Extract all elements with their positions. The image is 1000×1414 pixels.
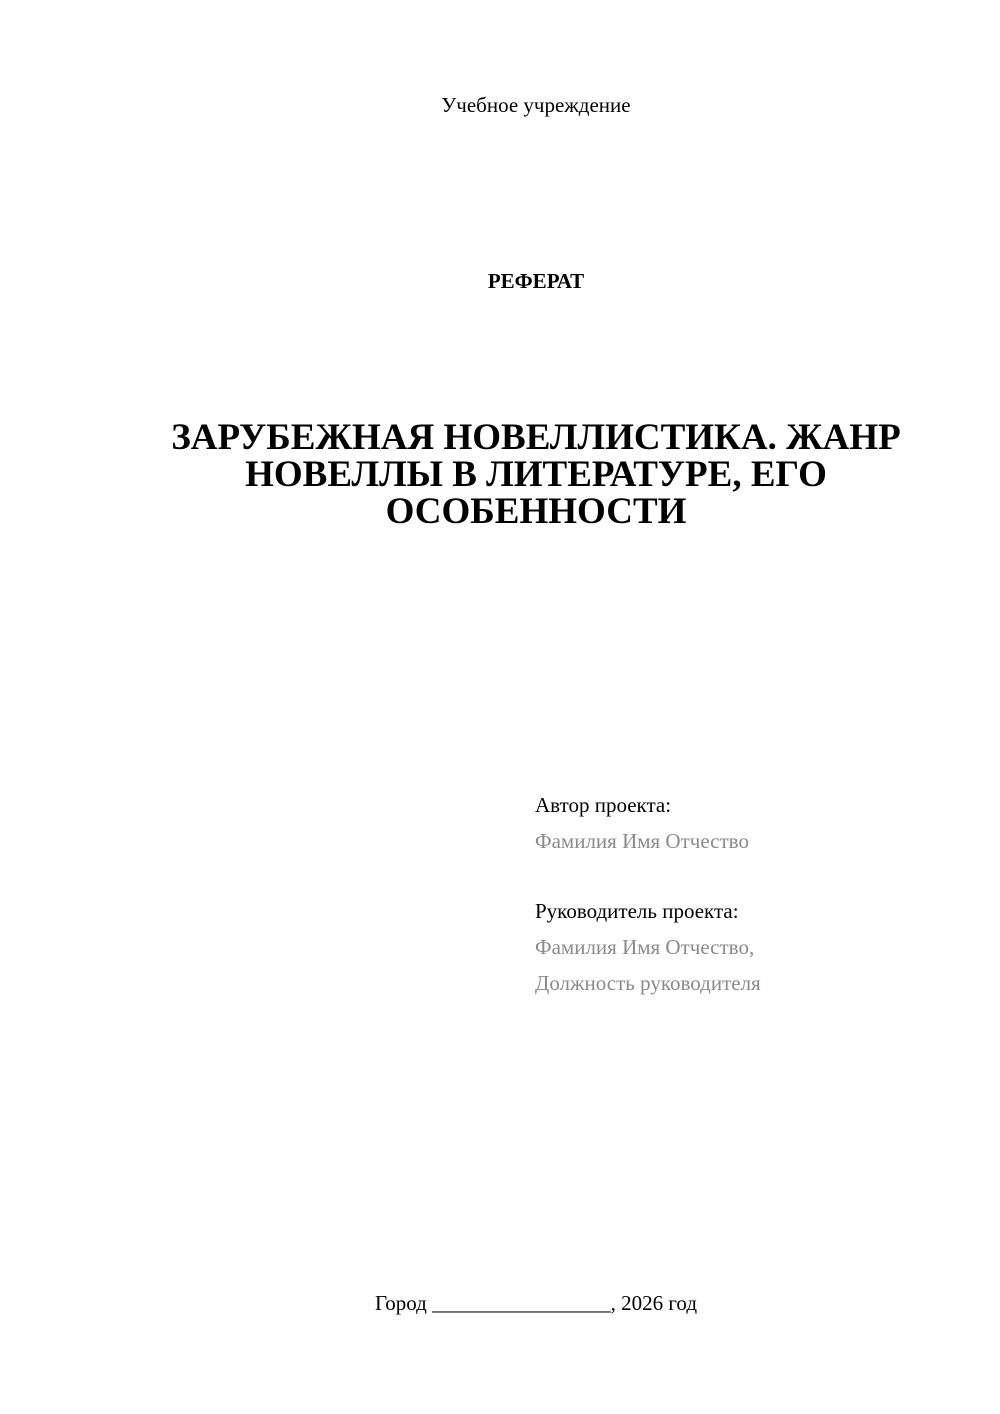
city-year-line: Город _________________, 2026 год: [374, 1291, 698, 1315]
document-title: ЗАРУБЕЖНАЯ НОВЕЛЛИСТИКА. ЖАНР НОВЕЛЛЫ В ЛИТЕРАТУРЕ, ЕГО ОСОБЕННОСТИ: [171, 417, 901, 532]
author-label: Автор проекта:: [535, 793, 672, 817]
supervisor-block: [535, 893, 965, 1001]
institution-name: Учебное учреждение: [441, 93, 631, 117]
supervisor-label: Руководитель проекта:: [535, 899, 739, 923]
supervisor-name: Фамилия Имя Отчество,: [535, 935, 755, 959]
author-name: Фамилия Имя Отчество: [535, 829, 749, 853]
supervisor-position: Должность руководителя: [535, 971, 761, 995]
author-block: [535, 787, 965, 859]
document-type: РЕФЕРАТ: [487, 269, 585, 293]
